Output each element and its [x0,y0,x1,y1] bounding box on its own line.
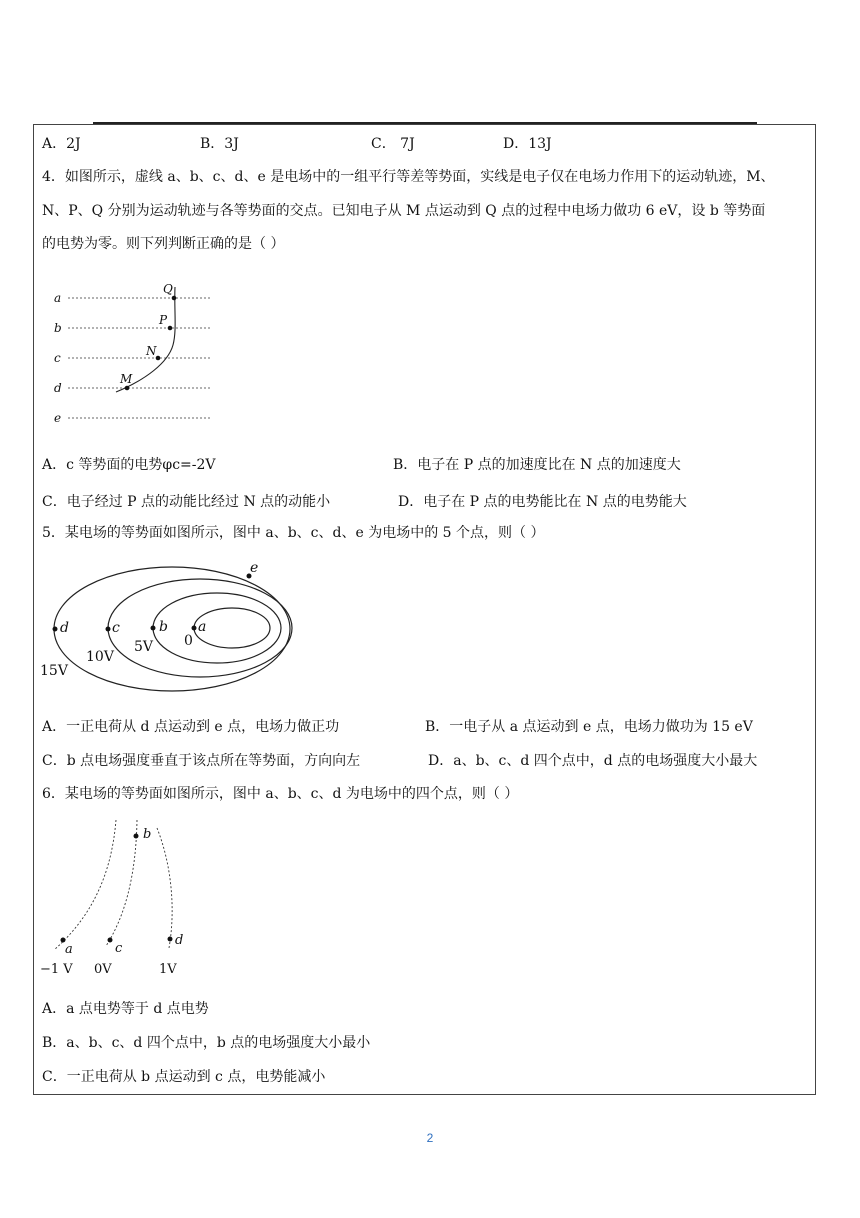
q4-stem-line-1: 4．如图所示，虚线 a、b、c、d、e 是电场中的一组平行等差等势面，实线是电子仅在电场力作用下的运动轨迹，M、 [42,169,775,185]
q5-point-d [53,627,58,632]
q6-surface-minus1V [54,820,116,950]
q6-equipotential-figure [36,818,206,983]
q4-label-b: b [54,321,62,335]
q5-label-15V: 15V [40,663,68,679]
q6-label-1V: 1V [159,962,177,977]
q6-surface-0V [106,820,137,946]
q3-option-d: D．13J [503,136,552,152]
page-number: 2 [426,1131,434,1145]
q4-point-Q [172,296,177,301]
q6-option-b: B．a、b、c、d 四个点中，b 点的电场强度大小最小 [42,1035,371,1051]
q4-option-c: C．电子经过 P 点的动能比经过 N 点的动能小 [42,494,331,510]
q4-option-b: B．电子在 P 点的加速度比在 N 点的加速度大 [393,457,681,473]
q5-label-10V: 10V [86,649,114,665]
q5-label-5V: 5V [134,639,154,655]
q4-option-a: A．c 等势面的电势φc=-2V [42,457,216,473]
q5-equipotential-figure [36,556,306,700]
q5-option-b: B．一电子从 a 点运动到 e 点，电场力做功为 15 eV [425,719,753,735]
q6-point-b [134,834,139,839]
q4-label-Q: Q [163,282,173,296]
q5-surface-15V [54,567,290,691]
q4-point-P [168,326,173,331]
q5-point-b [151,626,156,631]
q5-option-c: C．b 点电场强度垂直于该点所在等势面，方向向左 [42,753,361,769]
q4-stem-line-2: N、P、Q 分别为运动轨迹与各等势面的交点。已知电子从 M 点运动到 Q 点的过程中电场力做功 6 eV，设 b 等势面 [42,203,766,219]
q3-option-b: B．3J [200,136,239,152]
q3-option-c: C． 7J [371,136,415,152]
q3-option-a: A．2J [42,136,81,152]
q6-label-minus1V: −1 V [40,962,73,977]
q4-label-P: P [159,313,168,327]
q6-label-0V: 0V [94,962,112,977]
q6-surface-1V [157,828,172,948]
q5-point-c [106,627,111,632]
q5-stem: 5．某电场的等势面如图所示，图中 a、b、c、d、e 为电场中的 5 个点，则（ ） [42,525,545,541]
q5-label-e: e [250,560,259,576]
q5-option-d: D．a、b、c、d 四个点中，d 点的电场强度大小最大 [428,753,758,769]
q4-stem-line-3: 的电势为零。则下列判断正确的是（ ） [42,236,285,252]
q6-point-c [108,938,113,943]
q4-label-e: e [54,411,62,425]
q4-point-M [125,386,130,391]
q4-label-c: c [54,351,61,365]
q4-label-M: M [120,372,133,386]
q6-label-a: a [65,942,73,957]
q5-label-d: d [60,620,69,636]
q5-label-0: 0 [184,633,193,649]
q4-label-d: d [54,381,62,395]
q5-label-b: b [159,619,168,635]
q4-equipotential-figure [40,275,230,435]
q6-label-d: d [175,933,184,948]
q6-label-b: b [143,827,152,842]
q4-label-a: a [54,291,62,305]
q5-label-c: c [112,620,120,636]
q5-surface-5V [153,593,281,663]
q6-point-d [168,937,173,942]
q4-option-d: D．电子在 P 点的电势能比在 N 点的电势能大 [398,494,687,510]
q5-label-a: a [198,619,207,635]
q6-label-c: c [115,941,123,956]
q6-option-c: C．一正电荷从 b 点运动到 c 点，电势能减小 [42,1069,326,1085]
q5-point-a [192,626,197,631]
q6-stem: 6．某电场的等势面如图所示，图中 a、b、c、d 为电场中的四个点，则（ ） [42,786,519,802]
q5-option-a: A．一正电荷从 d 点运动到 e 点，电场力做正功 [42,719,340,735]
q6-option-a: A．a 点电势等于 d 点电势 [42,1001,209,1017]
q4-label-N: N [146,344,157,358]
